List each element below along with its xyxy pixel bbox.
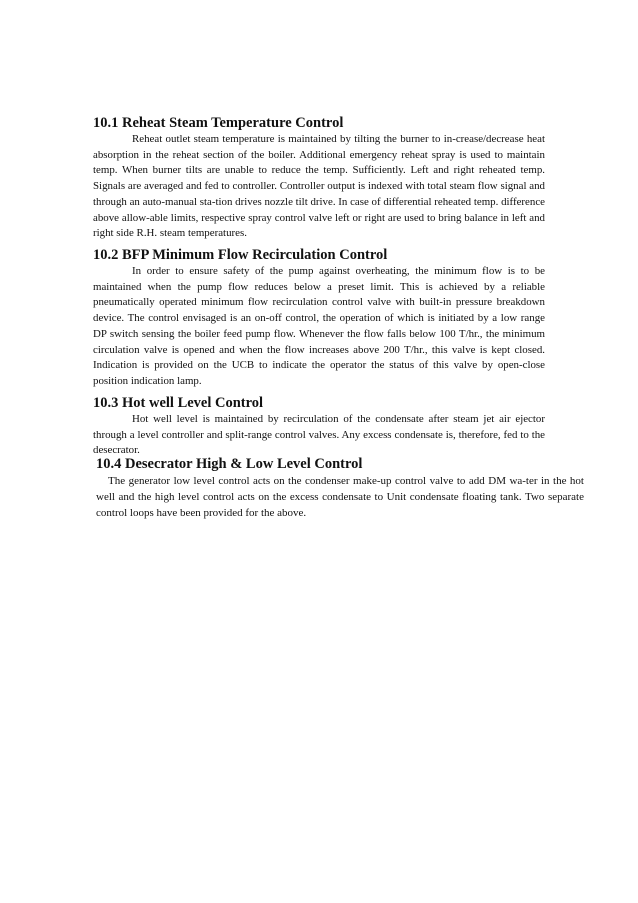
section-body: Reheat outlet steam temperature is maintained by tilting the burner to in-crease/decrease heat absorption in the reheat section of the boiler. Additional emergency reheat spray is used to maintain temp. When burner tilts are unable to reduce the temp. Sufficiently. Left and right reheated temp. Signals are averaged and fed to controller. Controller output is indexed with total steam flow signal and through an auto-manual sta-tion drives nozzle tilt drive. In case of differential reheated temp. difference above allow-able limits, respective spray control valve left or right are used to bring balance in left and right side R.H. steam temperatures. <box>93 133 545 240</box>
section-hot-well-level-control <box>93 394 545 459</box>
section-body: In order to ensure safety of the pump against overheating, the minimum flow is to be maintained when the pump flow reduces below a preset limit. This is achieved by a reliable pneumatically operated minimum flow recirculation control valve with built-in pressure breakdown device. The control envisaged is an on-off control, the operation of which is initiated by a low range DP switch sensing the boiler feed pump flow. Whenever the flow falls below 100 T/hr., the minimum circulation valve is opened and when the flow increases above 200 T/hr., this valve is kept closed. Indication is provided on the UCB to indicate the operator the status of this valve by open-close position indication lamp. <box>93 265 545 387</box>
section-reheat-steam-temperature-control <box>93 114 545 242</box>
section-body: Hot well level is maintained by recirculation of the condensate after steam jet air ejector through a level controller and split-range control valves. Any excess condensate is, therefore, fed to the desecrator. <box>93 413 545 457</box>
section-bfp-minimum-flow-recirculation-control <box>93 246 545 390</box>
section-body: The generator low level control acts on the condenser make-up control valve to add DM wa-ter in the hot well and the high level control acts on the excess condensate to Unit condensate floating tank. Two separate control loops have been provided for the above. <box>96 475 584 519</box>
section-heading: 10.4 Desecrator High & Low Level Control <box>96 456 363 472</box>
section-heading: 10.3 Hot well Level Control <box>93 395 264 411</box>
section-desecrator-high-low-level-control <box>96 455 584 521</box>
section-heading: 10.1 Reheat Steam Temperature Control <box>93 115 344 131</box>
section-heading: 10.2 BFP Minimum Flow Recirculation Control <box>93 247 388 263</box>
